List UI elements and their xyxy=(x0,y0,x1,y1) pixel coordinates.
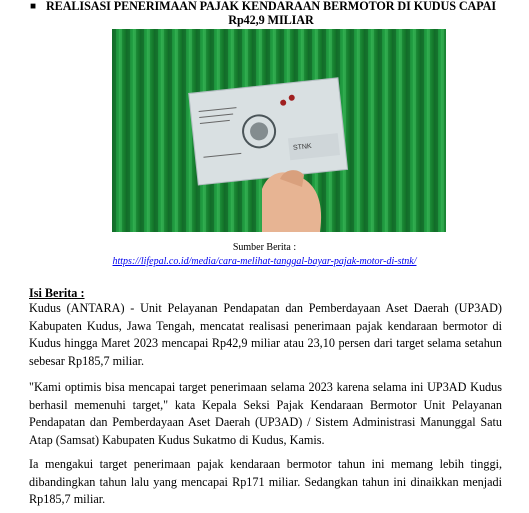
article-photo xyxy=(112,29,446,232)
section-heading: Isi Berita : xyxy=(29,286,85,300)
paragraph: "Kami optimis bisa mencapai target penerimaan selama 2023 karena selama ini UP3AD Kudus berhasil memenuhi target," kata Kepala Seksi Pajak Kendaraan Bermotor Unit Pelayanan Pendapatan dan Pemberdayaan Aset Daerah (UP3AD) / Sistem Administrasi Manunggal Satu Atap (Samsat) Kabupaten Kudus Sukatmo di Kudus, Kamis. xyxy=(29,380,502,447)
source-label: Sumber Berita : xyxy=(232,242,297,253)
paragraph: Ia mengakui target penerimaan pajak kendaraan bermotor tahun ini memang lebih tinggi, dibandingkan tahun lalu yang mencapai Rp171 miliar. Sedangkan tahun ini dinaikkan menjadi Rp185,7 miliar. xyxy=(29,457,502,507)
article-title: REALISASI PENERIMAAN PAJAK KENDARAAN BERMOTOR DI KUDUS CAPAI Rp42,9 MILIAR xyxy=(45,0,497,27)
title-bullet-icon: ■ xyxy=(30,1,37,12)
paragraph: Kudus (ANTARA) - Unit Pelayanan Pendapatan dan Pemberdayaan Aset Daerah (UP3AD) Kabupaten Kudus, Jawa Tengah, mencatat realisasi penerimaan pajak kendaraan bermotor di Kudus hingga Maret 2023 mencapai Rp42,9 miliar atau 23,10 persen dari target selama setahun sebesar Rp185,7 miliar. xyxy=(29,301,502,368)
stnk-card xyxy=(189,78,348,185)
source-link[interactable]: https://lifepal.co.id/media/cara-melihat-tanggal-bayar-pajak-motor-di-stnk/ xyxy=(112,256,417,267)
card-label: STNK xyxy=(292,142,312,152)
